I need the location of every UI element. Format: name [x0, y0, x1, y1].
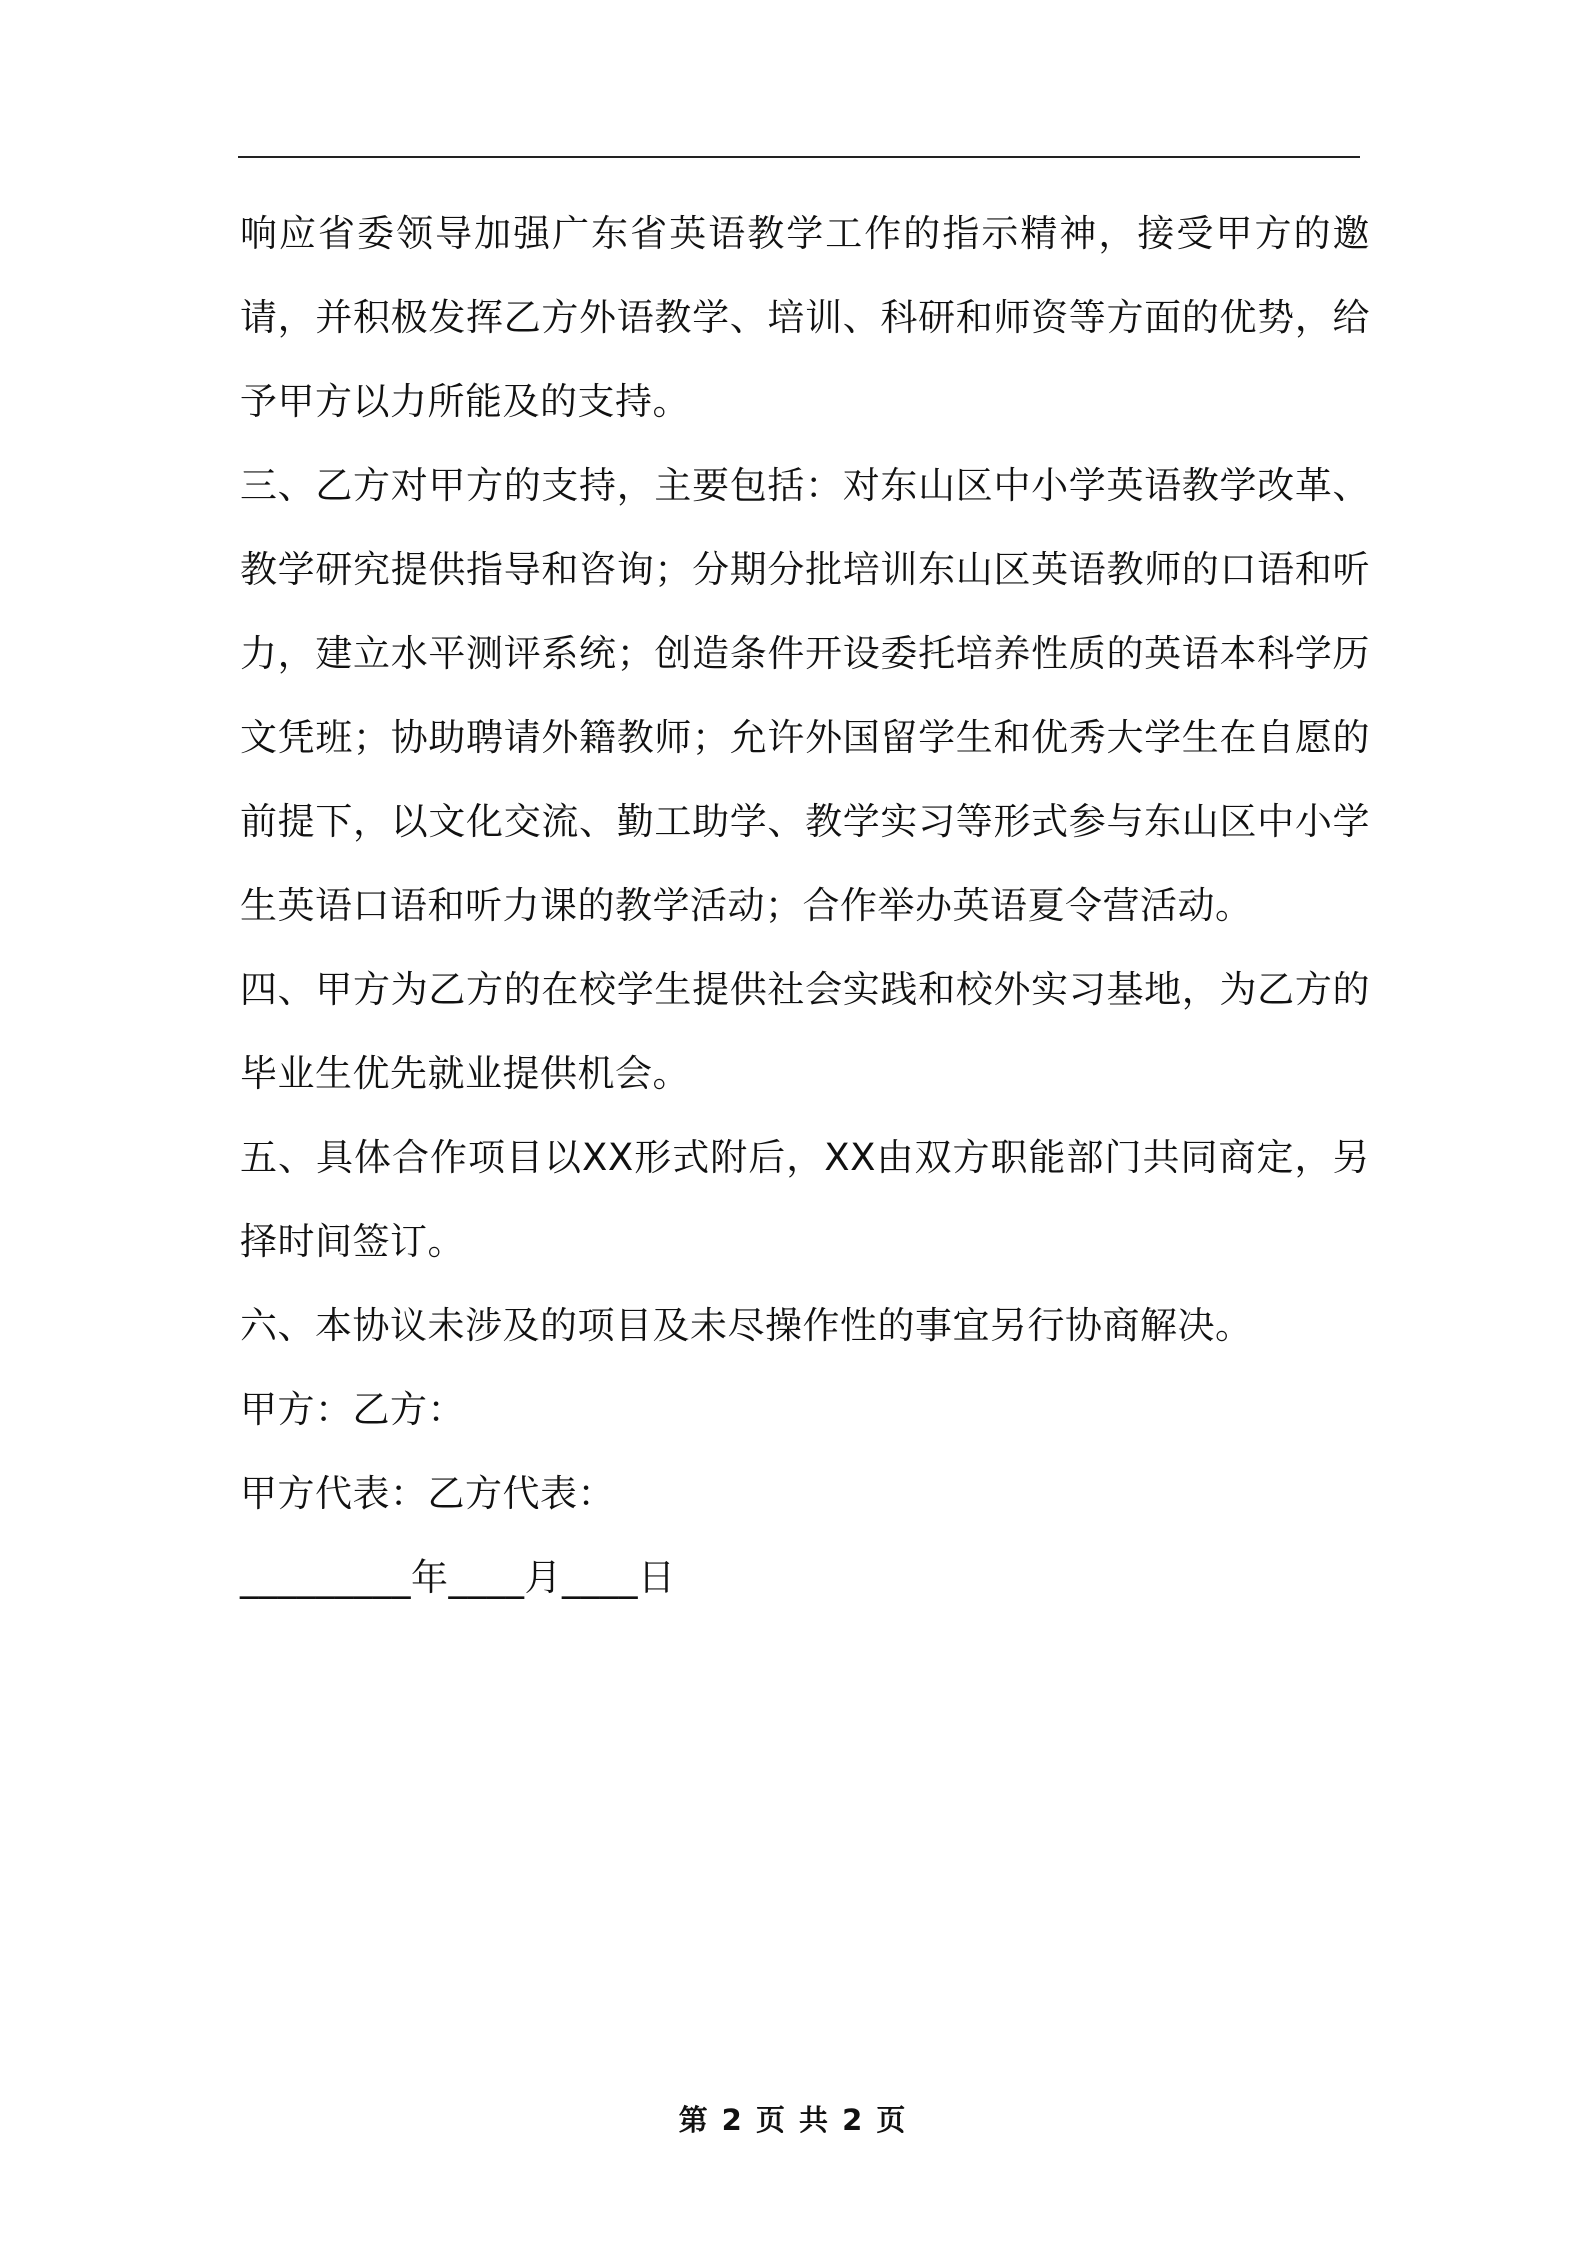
signature-parties: 甲方：乙方： [240, 1388, 465, 1431]
header-rule [238, 156, 1360, 158]
paragraph-intro-continuation: 响应省委领导加强广东省英语教学工作的指示精神，接受甲方的邀请，并积极发挥乙方外语教学、培训、科研和师资等方面的优势，给予甲方以力所能及的支持。 [240, 212, 1370, 423]
paragraph-clause-6: 六、本协议未涉及的项目及未尽操作性的事宜另行协商解决。 [240, 1304, 1253, 1347]
date-line: _________年____月____日 [240, 1556, 676, 1599]
signature-representatives: 甲方代表：乙方代表： [240, 1472, 615, 1515]
paragraph-clause-4: 四、甲方为乙方的在校学生提供社会实践和校外实习基地，为乙方的毕业生优先就业提供机会。 [240, 968, 1370, 1095]
paragraph-clause-5: 五、具体合作项目以XX形式附后，XX由双方职能部门共同商定，另择时间签订。 [240, 1136, 1370, 1263]
page-number: 第 2 页 共 2 页 [678, 2103, 908, 2137]
paragraph-clause-3: 三、乙方对甲方的支持，主要包括：对东山区中小学英语教学改革、教学研究提供指导和咨询；分期分批培训东山区英语教师的口语和听力，建立水平测评系统；创造条件开设委托培养性质的英语本科学历文凭班；协助聘请外籍教师；允许外国留学生和优秀大学生在自愿的前提下，以文化交流、勤工助学、教学实习等形式参与东山区中小学生英语口语和听力课的教学活动；合作举办英语夏令营活动。 [240, 464, 1370, 927]
document-body [240, 192, 1370, 1620]
